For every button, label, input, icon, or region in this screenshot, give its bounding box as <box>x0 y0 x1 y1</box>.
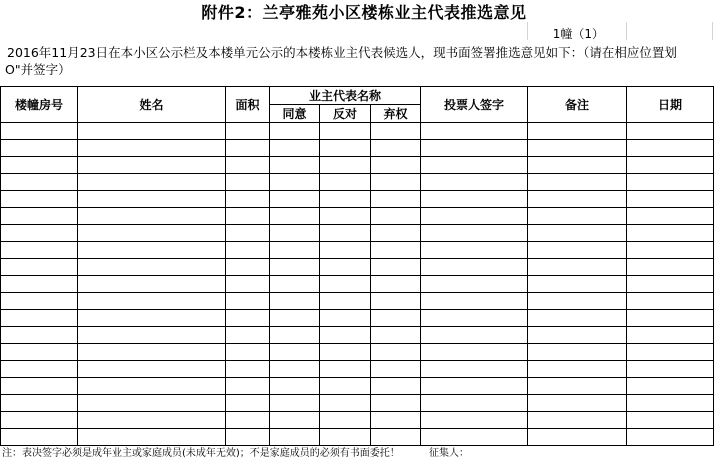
cell-date[interactable] <box>627 276 714 293</box>
cell-remark[interactable] <box>528 208 627 225</box>
cell-abstain[interactable] <box>371 259 421 276</box>
cell-remark[interactable] <box>528 293 627 310</box>
cell-oppose[interactable] <box>320 225 371 242</box>
cell-room[interactable] <box>1 191 78 208</box>
cell-room[interactable] <box>1 123 78 140</box>
cell-room[interactable] <box>1 395 78 412</box>
cell-area[interactable] <box>226 174 270 191</box>
cell-remark[interactable] <box>528 395 627 412</box>
table-row <box>1 140 714 157</box>
cell-abstain[interactable] <box>371 123 421 140</box>
cell-agree[interactable] <box>270 378 320 395</box>
cell-abstain[interactable] <box>371 310 421 327</box>
cell-abstain[interactable] <box>371 191 421 208</box>
cell-oppose[interactable] <box>320 361 371 378</box>
cell-room[interactable] <box>1 140 78 157</box>
cell-remark[interactable] <box>528 361 627 378</box>
cell-agree[interactable] <box>270 276 320 293</box>
footnote-text: 注：表决签字必须是成年业主或家庭成员(未成年无效)；不是家庭成员的必须有书面委托！ <box>2 448 400 459</box>
cell-oppose[interactable] <box>320 344 371 361</box>
cell-agree[interactable] <box>270 174 320 191</box>
cell-area[interactable] <box>226 208 270 225</box>
cell-name[interactable] <box>78 276 226 293</box>
cell-voter-sign[interactable] <box>421 412 528 429</box>
footnote <box>2 448 469 460</box>
table-row <box>1 174 714 191</box>
cell-abstain[interactable] <box>371 327 421 344</box>
cell-remark[interactable] <box>528 123 627 140</box>
cell-abstain[interactable] <box>371 429 421 446</box>
cell-remark[interactable] <box>528 276 627 293</box>
cell-name[interactable] <box>78 123 226 140</box>
cell-voter-sign[interactable] <box>421 140 528 157</box>
building-label: 1幢（1） <box>552 27 604 41</box>
cell-voter-sign[interactable] <box>421 157 528 174</box>
cell-date[interactable] <box>627 259 714 276</box>
cell-name[interactable] <box>78 140 226 157</box>
cell-abstain[interactable] <box>371 140 421 157</box>
cell-remark[interactable] <box>528 140 627 157</box>
cell-date[interactable] <box>627 412 714 429</box>
cell-oppose[interactable] <box>320 378 371 395</box>
cell-name[interactable] <box>78 378 226 395</box>
cell-name[interactable] <box>78 157 226 174</box>
table-row <box>1 327 714 344</box>
cell-voter-sign[interactable] <box>421 395 528 412</box>
cell-voter-sign[interactable] <box>421 344 528 361</box>
table-row <box>1 276 714 293</box>
cell-name[interactable] <box>78 242 226 259</box>
header-area: 面积 <box>226 87 270 123</box>
cell-area[interactable] <box>226 293 270 310</box>
cell-voter-sign[interactable] <box>421 174 528 191</box>
cell-abstain[interactable] <box>371 395 421 412</box>
cell-area[interactable] <box>226 361 270 378</box>
cell-oppose[interactable] <box>320 140 371 157</box>
cell-room[interactable] <box>1 429 78 446</box>
cell-remark[interactable] <box>528 327 627 344</box>
table-row <box>1 208 714 225</box>
cell-date[interactable] <box>627 429 714 446</box>
cell-voter-sign[interactable] <box>421 259 528 276</box>
cell-oppose[interactable] <box>320 174 371 191</box>
table-row <box>1 123 714 140</box>
cell-agree[interactable] <box>270 395 320 412</box>
cell-name[interactable] <box>78 225 226 242</box>
cell-voter-sign[interactable] <box>421 191 528 208</box>
cell-abstain[interactable] <box>371 208 421 225</box>
collector-label: 征集人： <box>429 448 469 459</box>
cell-voter-sign[interactable] <box>421 208 528 225</box>
gridline <box>712 22 713 40</box>
cell-remark[interactable] <box>528 429 627 446</box>
cell-voter-sign[interactable] <box>421 276 528 293</box>
cell-remark[interactable] <box>528 310 627 327</box>
cell-agree[interactable] <box>270 225 320 242</box>
table-row <box>1 310 714 327</box>
cell-area[interactable] <box>226 412 270 429</box>
cell-agree[interactable] <box>270 242 320 259</box>
cell-date[interactable] <box>627 191 714 208</box>
cell-room[interactable] <box>1 276 78 293</box>
table-row <box>1 157 714 174</box>
cell-room[interactable] <box>1 259 78 276</box>
vote-table <box>0 86 714 446</box>
cell-abstain[interactable] <box>371 293 421 310</box>
table-row <box>1 259 714 276</box>
cell-voter-sign[interactable] <box>421 310 528 327</box>
cell-voter-sign[interactable] <box>421 293 528 310</box>
cell-name[interactable] <box>78 327 226 344</box>
table-row <box>1 429 714 446</box>
table-row <box>1 378 714 395</box>
header-abstain: 弃权 <box>371 105 421 123</box>
cell-name[interactable] <box>78 344 226 361</box>
cell-oppose[interactable] <box>320 412 371 429</box>
cell-area[interactable] <box>226 327 270 344</box>
cell-room[interactable] <box>1 157 78 174</box>
cell-oppose[interactable] <box>320 310 371 327</box>
cell-remark[interactable] <box>528 378 627 395</box>
cell-remark[interactable] <box>528 174 627 191</box>
cell-date[interactable] <box>627 225 714 242</box>
cell-agree[interactable] <box>270 361 320 378</box>
cell-abstain[interactable] <box>371 174 421 191</box>
cell-abstain[interactable] <box>371 361 421 378</box>
cell-agree[interactable] <box>270 208 320 225</box>
cell-abstain[interactable] <box>371 378 421 395</box>
cell-remark[interactable] <box>528 225 627 242</box>
cell-abstain[interactable] <box>371 344 421 361</box>
cell-agree[interactable] <box>270 123 320 140</box>
cell-oppose[interactable] <box>320 327 371 344</box>
cell-agree[interactable] <box>270 429 320 446</box>
cell-remark[interactable] <box>528 259 627 276</box>
cell-room[interactable] <box>1 242 78 259</box>
cell-area[interactable] <box>226 344 270 361</box>
cell-date[interactable] <box>627 157 714 174</box>
cell-remark[interactable] <box>528 191 627 208</box>
cell-date[interactable] <box>627 327 714 344</box>
cell-voter-sign[interactable] <box>421 327 528 344</box>
cell-area[interactable] <box>226 242 270 259</box>
cell-abstain[interactable] <box>371 276 421 293</box>
header-room: 楼幢房号 <box>1 87 78 123</box>
cell-room[interactable] <box>1 361 78 378</box>
cell-room[interactable] <box>1 208 78 225</box>
cell-name[interactable] <box>78 310 226 327</box>
cell-area[interactable] <box>226 276 270 293</box>
cell-room[interactable] <box>1 412 78 429</box>
cell-name[interactable] <box>78 412 226 429</box>
document-title: 附件2：兰亭雅苑小区楼栋业主代表推选意见 <box>201 3 527 22</box>
intro-line-2: O"并签字） <box>5 62 71 77</box>
table-row <box>1 344 714 361</box>
cell-area[interactable] <box>226 157 270 174</box>
cell-remark[interactable] <box>528 157 627 174</box>
cell-voter-sign[interactable] <box>421 123 528 140</box>
intro-line-1: 2016年11月23日在本小区公示栏及本楼单元公示的本楼栋业主代表候选人，现书面签署推选意见如下：（请在相应位置划 <box>7 45 677 60</box>
cell-name[interactable] <box>78 429 226 446</box>
cell-agree[interactable] <box>270 293 320 310</box>
cell-agree[interactable] <box>270 327 320 344</box>
cell-name[interactable] <box>78 293 226 310</box>
cell-room[interactable] <box>1 310 78 327</box>
header-voter-sign: 投票人签字 <box>421 87 528 123</box>
cell-oppose[interactable] <box>320 293 371 310</box>
cell-room[interactable] <box>1 327 78 344</box>
cell-abstain[interactable] <box>371 242 421 259</box>
cell-remark[interactable] <box>528 242 627 259</box>
cell-name[interactable] <box>78 174 226 191</box>
header-remark: 备注 <box>528 87 627 123</box>
cell-date[interactable] <box>627 140 714 157</box>
cell-room[interactable] <box>1 174 78 191</box>
cell-area[interactable] <box>226 429 270 446</box>
cell-voter-sign[interactable] <box>421 361 528 378</box>
cell-agree[interactable] <box>270 412 320 429</box>
cell-area[interactable] <box>226 395 270 412</box>
cell-date[interactable] <box>627 378 714 395</box>
cell-abstain[interactable] <box>371 157 421 174</box>
intro-text <box>0 44 712 86</box>
table-row <box>1 242 714 259</box>
cell-date[interactable] <box>627 123 714 140</box>
cell-agree[interactable] <box>270 344 320 361</box>
gridline <box>626 22 627 40</box>
table-row <box>1 225 714 242</box>
cell-area[interactable] <box>226 225 270 242</box>
cell-agree[interactable] <box>270 191 320 208</box>
cell-agree[interactable] <box>270 157 320 174</box>
cell-voter-sign[interactable] <box>421 378 528 395</box>
cell-name[interactable] <box>78 208 226 225</box>
cell-date[interactable] <box>627 361 714 378</box>
cell-name[interactable] <box>78 259 226 276</box>
cell-room[interactable] <box>1 225 78 242</box>
cell-remark[interactable] <box>528 412 627 429</box>
table-row <box>1 293 714 310</box>
cell-date[interactable] <box>627 395 714 412</box>
cell-date[interactable] <box>627 208 714 225</box>
cell-name[interactable] <box>78 191 226 208</box>
cell-agree[interactable] <box>270 310 320 327</box>
cell-name[interactable] <box>78 395 226 412</box>
cell-oppose[interactable] <box>320 242 371 259</box>
cell-date[interactable] <box>627 310 714 327</box>
cell-oppose[interactable] <box>320 208 371 225</box>
header-date: 日期 <box>627 87 714 123</box>
cell-oppose[interactable] <box>320 123 371 140</box>
cell-date[interactable] <box>627 174 714 191</box>
cell-area[interactable] <box>226 191 270 208</box>
cell-area[interactable] <box>226 123 270 140</box>
cell-oppose[interactable] <box>320 259 371 276</box>
table-row <box>1 395 714 412</box>
cell-room[interactable] <box>1 293 78 310</box>
header-name: 姓名 <box>78 87 226 123</box>
cell-room[interactable] <box>1 344 78 361</box>
cell-remark[interactable] <box>528 344 627 361</box>
header-agree: 同意 <box>270 105 320 123</box>
cell-abstain[interactable] <box>371 225 421 242</box>
cell-abstain[interactable] <box>371 412 421 429</box>
cell-date[interactable] <box>627 242 714 259</box>
cell-name[interactable] <box>78 361 226 378</box>
cell-area[interactable] <box>226 310 270 327</box>
cell-oppose[interactable] <box>320 191 371 208</box>
cell-oppose[interactable] <box>320 276 371 293</box>
cell-agree[interactable] <box>270 140 320 157</box>
header-rep-group: 业主代表名称 <box>270 87 421 105</box>
cell-area[interactable] <box>226 378 270 395</box>
cell-area[interactable] <box>226 259 270 276</box>
cell-agree[interactable] <box>270 259 320 276</box>
table-row <box>1 191 714 208</box>
cell-oppose[interactable] <box>320 429 371 446</box>
cell-date[interactable] <box>627 293 714 310</box>
cell-room[interactable] <box>1 378 78 395</box>
table-row <box>1 361 714 378</box>
cell-voter-sign[interactable] <box>421 225 528 242</box>
gridline <box>527 22 528 40</box>
cell-date[interactable] <box>627 344 714 361</box>
header-oppose: 反对 <box>320 105 371 123</box>
cell-oppose[interactable] <box>320 395 371 412</box>
cell-voter-sign[interactable] <box>421 429 528 446</box>
table-row <box>1 412 714 429</box>
cell-oppose[interactable] <box>320 157 371 174</box>
cell-voter-sign[interactable] <box>421 242 528 259</box>
cell-area[interactable] <box>226 140 270 157</box>
